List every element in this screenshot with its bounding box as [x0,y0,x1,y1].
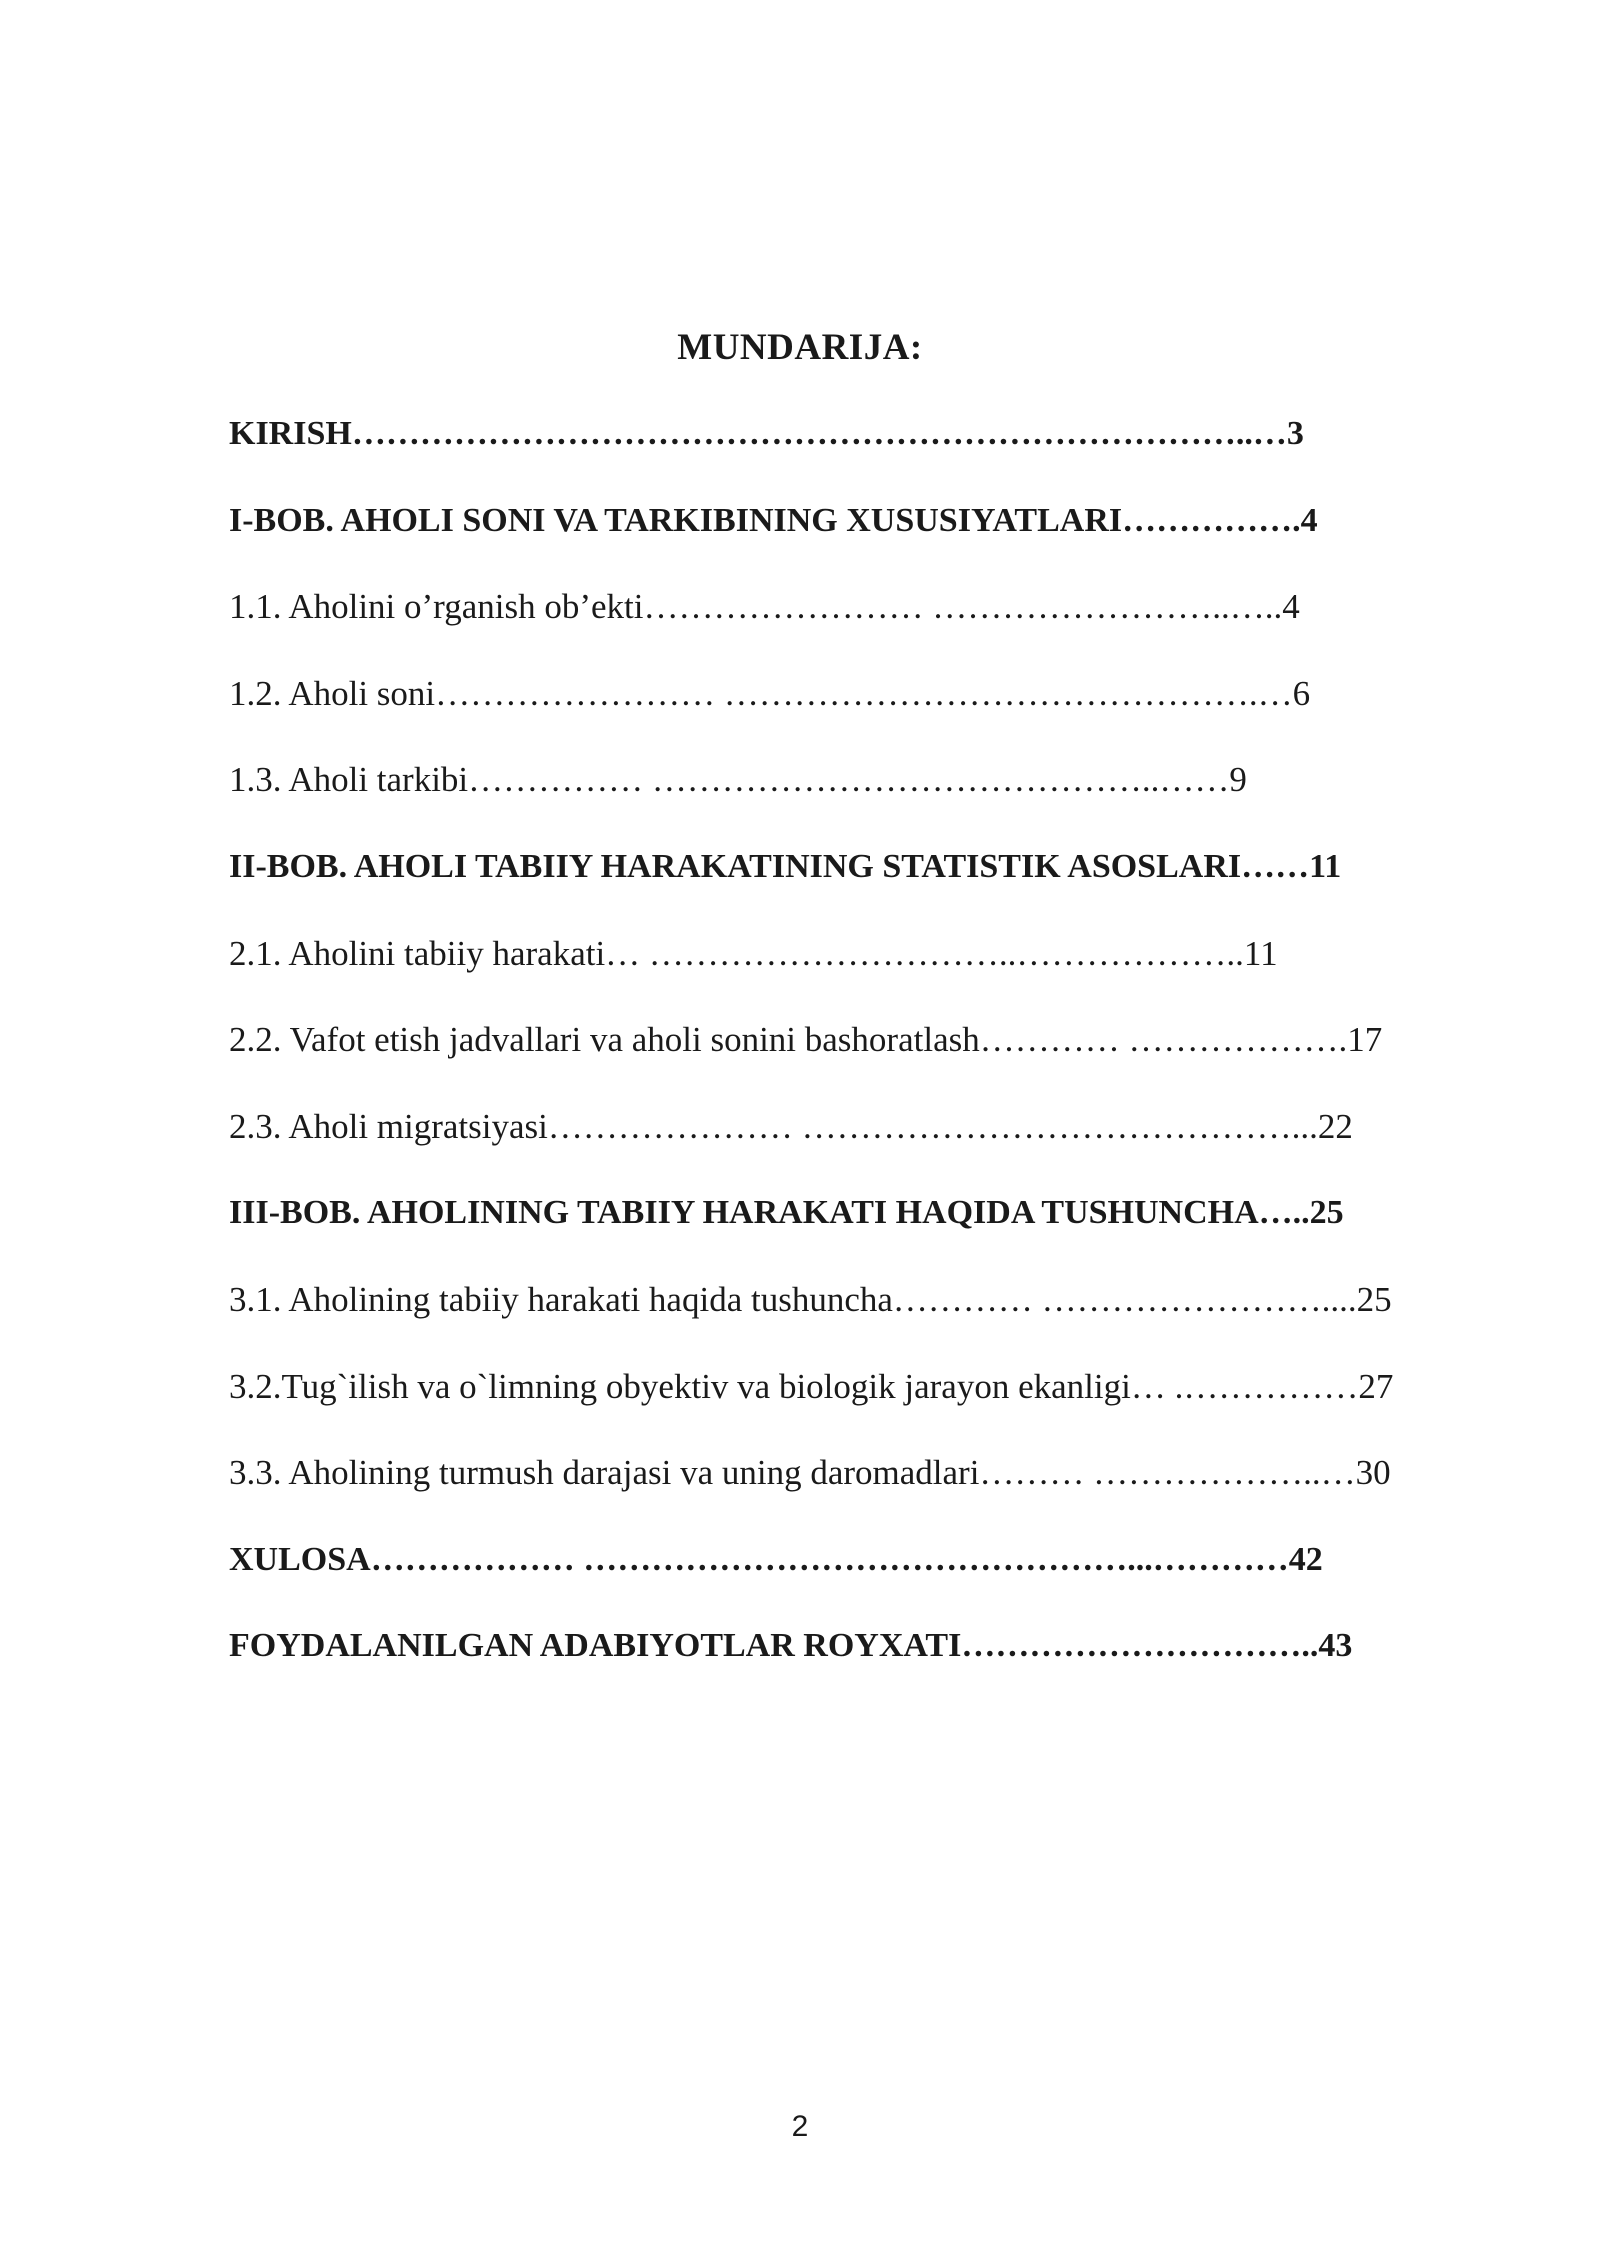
page-number: 2 [791,2110,809,2143]
table-of-contents [229,412,1479,1711]
toc-entry-xulosa: XULOSA……………… …………………………………………...…………42 [229,1540,1323,1578]
toc-entry-bibliography: FOYDALANILGAN ADABIYOTLAR ROYXATI…………………………..43 [229,1627,1353,1665]
toc-entry-3-3: 3.3. Aholining turmush darajasi va uning daromadlari……… ………………..…30 [229,1453,1391,1493]
toc-entry-2-2: 2.2. Vafot etish jadvallari va aholi sonini bashoratlash………… ……………….17 [229,1020,1383,1060]
toc-entry-1-2: 1.2. Aholi soni…………………… ……………………………………….…6 [229,673,1311,713]
toc-entry-1-1: 1.1. Aholini o’rganish ob’ekti…………………… ……………………..…..4 [229,587,1300,627]
toc-title: MUNDARIJA: [677,327,923,368]
toc-entry-3-2: 3.2.Tug`ilish va o`limning obyektiv va biologik jarayon ekanligi… .……………27 [229,1366,1394,1406]
toc-entry-2-3: 2.3. Aholi migratsiyasi………………… ……………………………………...22 [229,1106,1353,1146]
toc-entry-chapter-1: I-BOB. AHOLI SONI VA TARKIBINING XUSUSIYATLARI…………….4 [229,501,1318,539]
toc-entry-kirish: KIRISH……………………………………………………………………..…3 [229,415,1304,452]
toc-entry-1-3: 1.3. Aholi tarkibi…………… ……………………………………..……9 [229,760,1247,800]
toc-entry-chapter-2: II-BOB. AHOLI TABIIY HARAKATINING STATISTIK ASOSLARI……11 [229,847,1342,885]
toc-entry-3-1: 3.1. Aholining tabiiy harakati haqida tushuncha………… ……………………....25 [229,1279,1392,1319]
toc-entry-2-1: 2.1. Aholini tabiiy harakati… …………………………..………………..11 [229,933,1278,973]
toc-entry-chapter-3: III-BOB. AHOLINING TABIIY HARAKATI HAQIDA TUSHUNCHA…..25 [229,1194,1344,1232]
